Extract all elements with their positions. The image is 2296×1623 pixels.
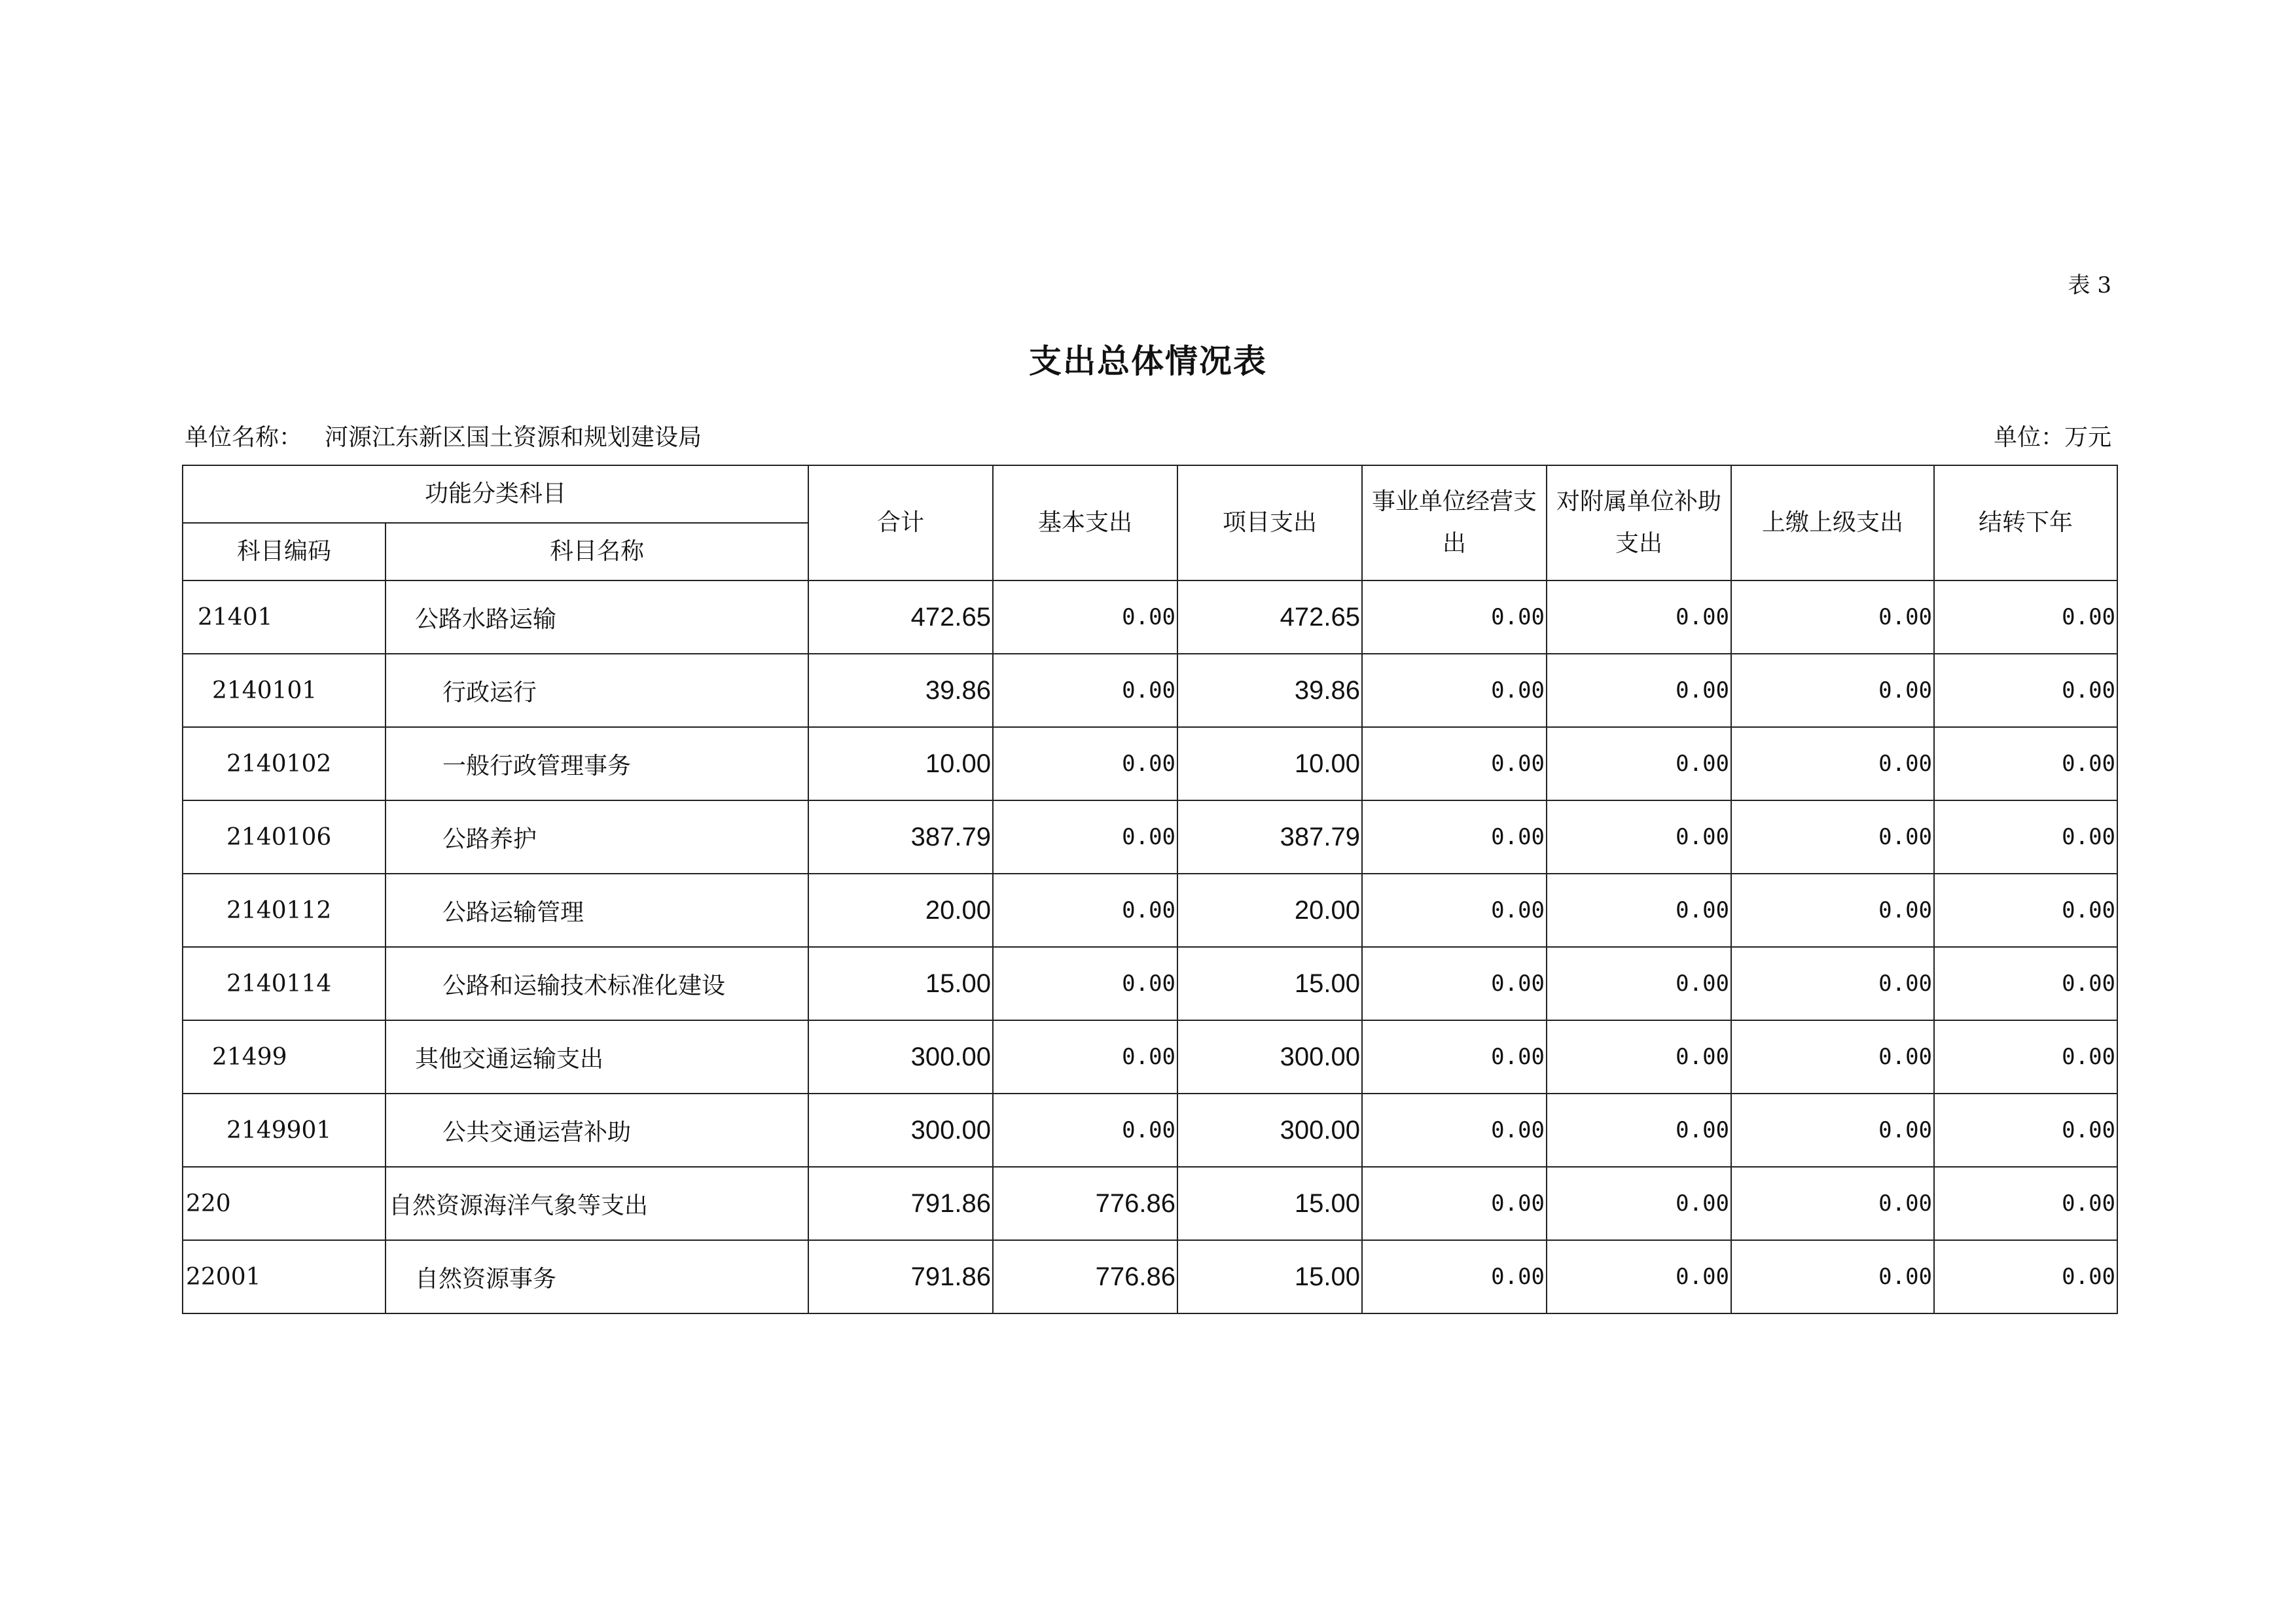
- row-total: 39.86: [808, 654, 993, 727]
- row-project: 15.00: [1177, 1240, 1362, 1313]
- header-business: 事业单位经营支出: [1362, 465, 1547, 580]
- row-name: 一般行政管理事务: [386, 727, 808, 800]
- row-code: 2149901: [183, 1094, 386, 1167]
- row-code: 21401: [183, 580, 386, 654]
- row-carry: 0.00: [1934, 727, 2117, 800]
- row-basic: 776.86: [993, 1167, 1177, 1240]
- row-carry: 0.00: [1934, 1240, 2117, 1313]
- row-project: 20.00: [1177, 874, 1362, 947]
- row-total: 10.00: [808, 727, 993, 800]
- row-name: 自然资源海洋气象等支出: [386, 1167, 808, 1240]
- row-upper: 0.00: [1731, 654, 1934, 727]
- row-business: 0.00: [1362, 1020, 1547, 1094]
- row-code: 2140102: [183, 727, 386, 800]
- table-row: [183, 874, 2117, 947]
- row-business: 0.00: [1362, 1094, 1547, 1167]
- row-total: 20.00: [808, 874, 993, 947]
- row-project: 300.00: [1177, 1020, 1362, 1094]
- header-function-category: 功能分类科目: [183, 465, 808, 523]
- row-subsidy: 0.00: [1547, 1020, 1731, 1094]
- table-row: [183, 654, 2117, 727]
- row-total: 15.00: [808, 947, 993, 1020]
- row-code: 22001: [183, 1240, 386, 1313]
- table-number: 表 3: [2068, 272, 2111, 298]
- row-basic: 0.00: [993, 1094, 1177, 1167]
- row-basic: 0.00: [993, 580, 1177, 654]
- row-project: 10.00: [1177, 727, 1362, 800]
- row-upper: 0.00: [1731, 800, 1934, 874]
- row-name: 公共交通运营补助: [386, 1094, 808, 1167]
- row-project: 472.65: [1177, 580, 1362, 654]
- row-subsidy: 0.00: [1547, 1094, 1731, 1167]
- row-business: 0.00: [1362, 727, 1547, 800]
- row-basic: 0.00: [993, 1020, 1177, 1094]
- row-code: 21499: [183, 1020, 386, 1094]
- header-upper: 上缴上级支出: [1731, 465, 1934, 580]
- row-subsidy: 0.00: [1547, 654, 1731, 727]
- header-project: 项目支出: [1177, 465, 1362, 580]
- row-business: 0.00: [1362, 654, 1547, 727]
- row-code: 2140106: [183, 800, 386, 874]
- row-subsidy: 0.00: [1547, 1167, 1731, 1240]
- expenditure-table: [182, 465, 2118, 1314]
- row-basic: 0.00: [993, 800, 1177, 874]
- row-upper: 0.00: [1731, 874, 1934, 947]
- row-total: 387.79: [808, 800, 993, 874]
- row-project: 39.86: [1177, 654, 1362, 727]
- header-basic: 基本支出: [993, 465, 1177, 580]
- row-basic: 0.00: [993, 874, 1177, 947]
- row-code: 2140114: [183, 947, 386, 1020]
- row-upper: 0.00: [1731, 1020, 1934, 1094]
- row-name: 公路和运输技术标准化建设: [386, 947, 808, 1020]
- table-row: [183, 1020, 2117, 1094]
- row-carry: 0.00: [1934, 654, 2117, 727]
- row-code: 220: [183, 1167, 386, 1240]
- row-upper: 0.00: [1731, 1240, 1934, 1313]
- row-total: 300.00: [808, 1020, 993, 1094]
- header-subsidy: 对附属单位补助支出: [1547, 465, 1731, 580]
- row-code: 2140112: [183, 874, 386, 947]
- row-upper: 0.00: [1731, 580, 1934, 654]
- row-carry: 0.00: [1934, 874, 2117, 947]
- currency-unit: 单位：万元: [1993, 424, 2111, 451]
- row-name: 行政运行: [386, 654, 808, 727]
- header-total: 合计: [808, 465, 993, 580]
- row-total: 791.86: [808, 1167, 993, 1240]
- row-upper: 0.00: [1731, 947, 1934, 1020]
- row-upper: 0.00: [1731, 727, 1934, 800]
- row-business: 0.00: [1362, 1167, 1547, 1240]
- row-carry: 0.00: [1934, 1094, 2117, 1167]
- row-subsidy: 0.00: [1547, 580, 1731, 654]
- row-name: 其他交通运输支出: [386, 1020, 808, 1094]
- header-code: 科目编码: [183, 523, 386, 580]
- row-carry: 0.00: [1934, 580, 2117, 654]
- row-basic: 776.86: [993, 1240, 1177, 1313]
- row-business: 0.00: [1362, 580, 1547, 654]
- row-carry: 0.00: [1934, 1167, 2117, 1240]
- row-business: 0.00: [1362, 1240, 1547, 1313]
- unit-name-label: 单位名称：: [185, 424, 303, 451]
- row-subsidy: 0.00: [1547, 800, 1731, 874]
- row-code: 2140101: [183, 654, 386, 727]
- row-project: 15.00: [1177, 1167, 1362, 1240]
- row-total: 300.00: [808, 1094, 993, 1167]
- row-business: 0.00: [1362, 947, 1547, 1020]
- row-subsidy: 0.00: [1547, 947, 1731, 1020]
- table-row: [183, 1167, 2117, 1240]
- row-basic: 0.00: [993, 727, 1177, 800]
- unit-name-value: 河源江东新区国土资源和规划建设局: [325, 424, 702, 451]
- row-upper: 0.00: [1731, 1094, 1934, 1167]
- row-basic: 0.00: [993, 947, 1177, 1020]
- row-project: 300.00: [1177, 1094, 1362, 1167]
- unit-name-line: [185, 419, 702, 452]
- row-basic: 0.00: [993, 654, 1177, 727]
- row-name: 公路养护: [386, 800, 808, 874]
- row-carry: 0.00: [1934, 947, 2117, 1020]
- row-carry: 0.00: [1934, 1020, 2117, 1094]
- row-upper: 0.00: [1731, 1167, 1934, 1240]
- row-total: 472.65: [808, 580, 993, 654]
- table-row: [183, 1240, 2117, 1313]
- row-name: 公路水路运输: [386, 580, 808, 654]
- row-subsidy: 0.00: [1547, 874, 1731, 947]
- row-project: 15.00: [1177, 947, 1362, 1020]
- row-carry: 0.00: [1934, 800, 2117, 874]
- table-row: [183, 947, 2117, 1020]
- row-total: 791.86: [808, 1240, 993, 1313]
- row-subsidy: 0.00: [1547, 727, 1731, 800]
- row-business: 0.00: [1362, 874, 1547, 947]
- table-row: [183, 800, 2117, 874]
- table-row: [183, 1094, 2117, 1167]
- header-carry: 结转下年: [1934, 465, 2117, 580]
- row-business: 0.00: [1362, 800, 1547, 874]
- table-row: [183, 727, 2117, 800]
- row-name: 自然资源事务: [386, 1240, 808, 1313]
- row-project: 387.79: [1177, 800, 1362, 874]
- table-row: [183, 580, 2117, 654]
- page-title: 支出总体情况表: [1029, 342, 1267, 380]
- row-subsidy: 0.00: [1547, 1240, 1731, 1313]
- header-name: 科目名称: [386, 523, 808, 580]
- row-name: 公路运输管理: [386, 874, 808, 947]
